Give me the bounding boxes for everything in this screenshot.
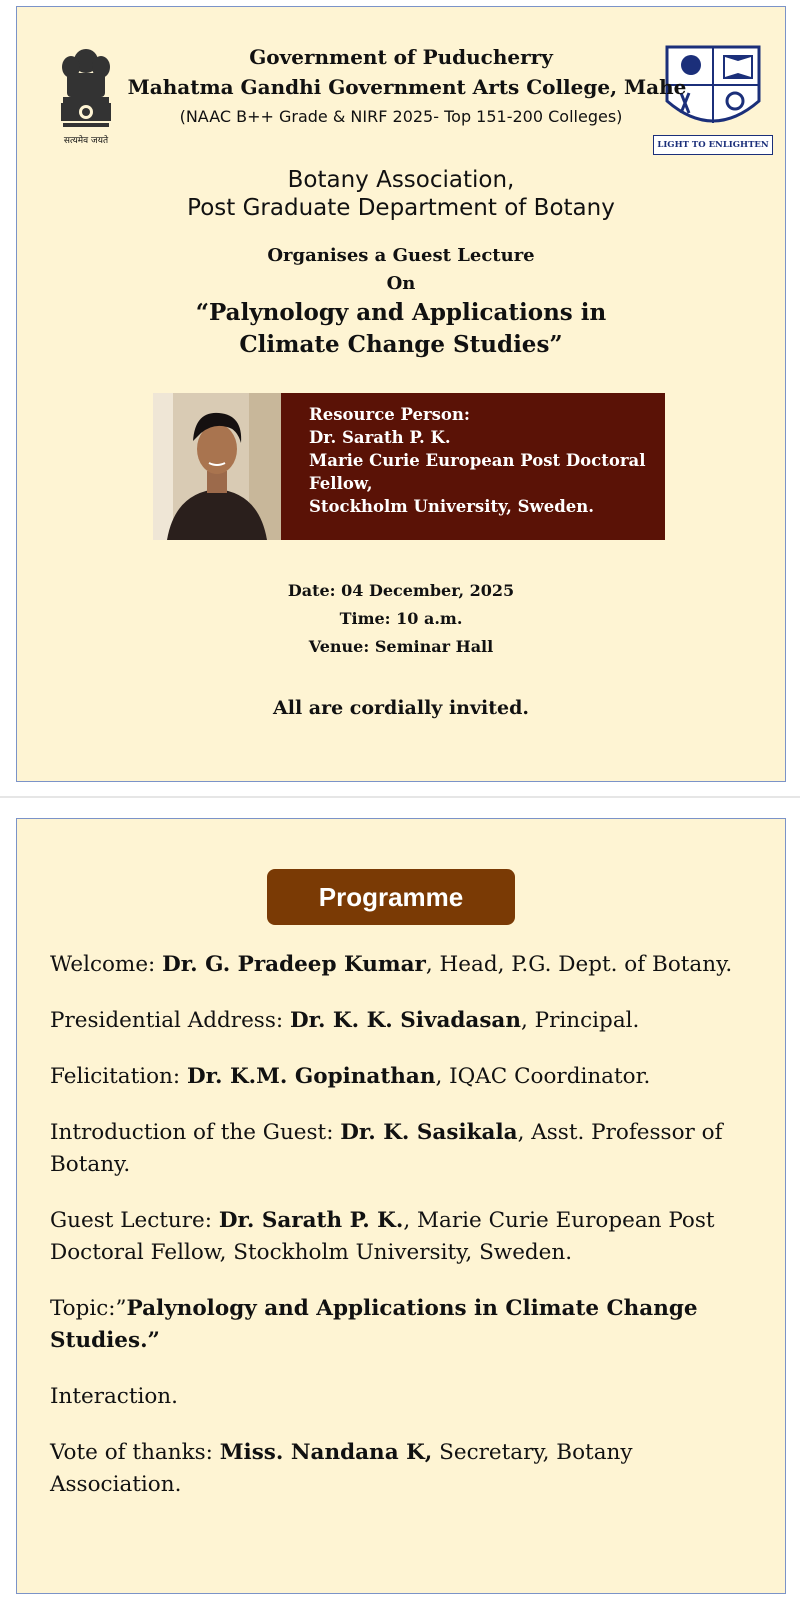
item-label: Guest Lecture:: [50, 1208, 219, 1233]
item-detail: , IQAC Coordinator.: [435, 1064, 651, 1089]
item-label: Welcome:: [50, 952, 163, 977]
item-person: Dr. K. Sasikala: [340, 1120, 518, 1145]
programme-card: [16, 818, 786, 1594]
item-detail: , Principal.: [521, 1008, 640, 1033]
item-label: Presidential Address:: [50, 1008, 290, 1033]
event-date: Date: 04 December, 2025: [287, 581, 515, 600]
speaker-role-line2: Fellow,: [309, 474, 373, 493]
item-detail: , Marie Curie European Post Doctoral Fellow, Stockholm University, Sweden.: [50, 1208, 715, 1265]
accreditation-text: (NAAC B++ Grade & NIRF 2025- Top 151-200 Colleges): [179, 107, 623, 126]
item-person: Dr. G. Pradeep Kumar: [162, 952, 426, 977]
programme-item: [50, 1293, 760, 1357]
programme-item: [50, 1117, 760, 1181]
college-name: Mahatma Gandhi Government Arts College, Mahe: [127, 75, 687, 99]
speaker-photo: [153, 393, 281, 540]
speaker-affiliation: Stockholm University, Sweden.: [309, 497, 594, 516]
item-label: Introduction of the Guest:: [50, 1120, 341, 1145]
programme-item: [50, 949, 760, 981]
item-detail: , Asst. Professor of Botany.: [50, 1120, 723, 1177]
programme-item: [50, 1061, 760, 1093]
item-person: Dr. K.M. Gopinathan: [186, 1064, 436, 1089]
speaker-name: Dr. Sarath P. K.: [309, 428, 451, 447]
item-person: Miss. Nandana K,: [219, 1440, 433, 1465]
event-poster-card: [16, 6, 786, 782]
programme-item: [50, 1205, 760, 1269]
item-label: Topic:”: [50, 1296, 127, 1321]
resource-person-heading: Resource Person:: [309, 405, 471, 424]
lecture-topic-line1: “Palynology and Applications in: [195, 299, 607, 326]
event-venue: Venue: Seminar Hall: [308, 637, 494, 656]
item-person: Dr. Sarath P. K.: [218, 1208, 404, 1233]
invitation-text: All are cordially invited.: [272, 697, 530, 719]
lecture-topic-line2: Climate Change Studies”: [239, 331, 563, 358]
programme-title-badge: Programme: [267, 869, 515, 925]
programme-item: [50, 1005, 760, 1037]
item-label: Felicitation:: [50, 1064, 187, 1089]
government-heading: Government of Puducherry: [249, 45, 553, 69]
emblem-motto: सत्यमेव जयते: [63, 136, 109, 146]
programme-item: [50, 1437, 760, 1501]
organiser-association: Botany Association,: [287, 167, 515, 193]
item-person: Palynology and Applications in Climate Change Studies.”: [50, 1296, 698, 1353]
item-label: Vote of thanks:: [50, 1440, 220, 1465]
event-on: On: [386, 273, 416, 294]
resource-person-panel: [281, 393, 665, 540]
item-label: Interaction.: [50, 1384, 178, 1409]
organiser-department: Post Graduate Department of Botany: [187, 195, 615, 221]
section-divider: [0, 796, 800, 798]
programme-item: [50, 1381, 760, 1413]
event-time: Time: 10 a.m.: [339, 609, 463, 628]
college-motto: LIGHT TO ENLIGHTEN: [653, 135, 773, 155]
item-detail: Secretary, Botany Association.: [50, 1440, 633, 1497]
item-detail: , Head, P.G. Dept. of Botany.: [425, 952, 733, 977]
event-type: Organises a Guest Lecture: [267, 245, 535, 266]
speaker-role-line1: Marie Curie European Post Doctoral: [309, 451, 646, 470]
item-person: Dr. K. K. Sivadasan: [289, 1008, 521, 1033]
